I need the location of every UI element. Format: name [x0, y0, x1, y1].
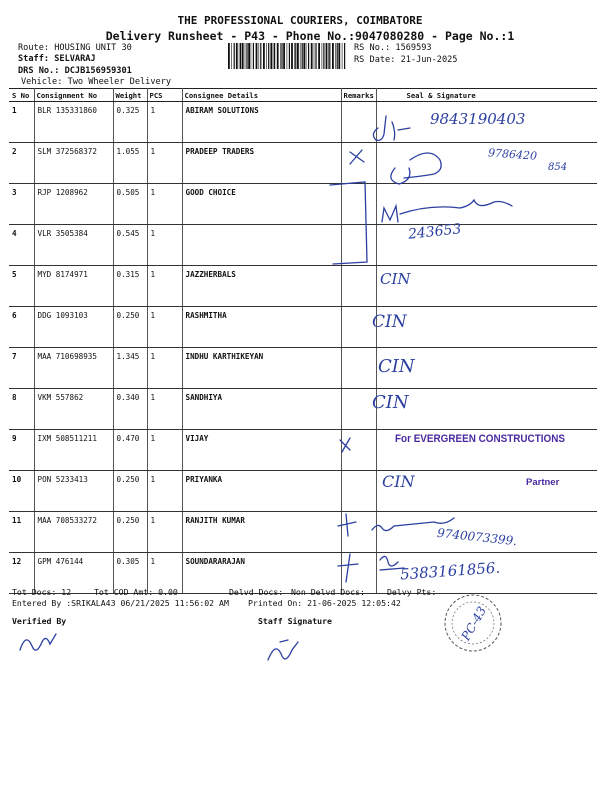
seal-handwritten-text: PC-43 — [458, 604, 490, 643]
row-weight: 1.055 — [113, 143, 147, 184]
row-pcs: 1 — [147, 102, 182, 143]
drs-number: DRS No.: DCJB156959301 — [18, 66, 132, 76]
row-pcs: 1 — [147, 430, 182, 471]
row-weight: 0.545 — [113, 225, 147, 266]
row-consignee: INDHU KARTHIKEYAN — [182, 348, 341, 389]
remark-mark-row11 — [338, 514, 356, 536]
row-weight: 0.305 — [113, 553, 147, 594]
row-consignment-no: VLR 3505384 — [34, 225, 113, 266]
handwritten-cin-row10: CIN — [382, 472, 415, 491]
staff-label: Staff: SELVARAJ — [18, 54, 96, 64]
handwritten-cin-row5: CIN — [380, 270, 411, 288]
row-consignment-no: MAA 708533272 — [34, 512, 113, 553]
row-pcs: 1 — [147, 225, 182, 266]
row-sno: 11 — [9, 512, 34, 553]
row-weight: 0.340 — [113, 389, 147, 430]
row-sno: 8 — [9, 389, 34, 430]
signature-row2 — [391, 153, 441, 184]
entered-by: Entered By :SRIKALA43 06/21/2025 11:56:02 AM — [12, 598, 229, 608]
bracket-rows-3-4 — [330, 182, 367, 264]
circular-seal-stamp — [442, 592, 504, 654]
row-weight: 0.325 — [113, 102, 147, 143]
handwritten-cin-row6: CIN — [372, 312, 407, 332]
row-consignee: SANDHIYA — [182, 389, 341, 430]
col-consignment: Consignment No — [34, 89, 113, 102]
handwritten-phone-row11: 9740073399. — [436, 525, 518, 549]
row-sno: 6 — [9, 307, 34, 348]
row-pcs: 1 — [147, 143, 182, 184]
row-weight: 0.250 — [113, 512, 147, 553]
row-sno: 12 — [9, 553, 34, 594]
non-delivered-docs: Non Delvd Docs: — [291, 587, 365, 597]
row-consignment-no: DDG 1093103 — [34, 307, 113, 348]
row-consignment-no: MYD 8174971 — [34, 266, 113, 307]
row-consignee: PRADEEP TRADERS — [182, 143, 341, 184]
delivery-points: Delvy Pts: — [387, 587, 437, 597]
row-pcs: 1 — [147, 184, 182, 225]
row-weight: 0.505 — [113, 184, 147, 225]
col-remarks: Remarks — [341, 89, 376, 102]
row-consignment-no: IXM 508511211 — [34, 430, 113, 471]
company-title: THE PROFESSIONAL COURIERS, COIMBATORE — [177, 14, 423, 27]
delivered-docs: Delvd Docs: — [229, 587, 284, 597]
rs-date: RS Date: 21-Jun-2025 — [354, 55, 458, 65]
total-docs: Tot Docs: 12 — [12, 587, 72, 597]
row-sno: 3 — [9, 184, 34, 225]
col-consignee: Consignee Details — [182, 89, 341, 102]
verified-by-label: Verified By — [12, 616, 67, 626]
row-weight: 1.345 — [113, 348, 147, 389]
staff-signature-label: Staff Signature — [258, 616, 332, 626]
row-consignee: RASHMITHA — [182, 307, 341, 348]
remark-x-row9 — [340, 438, 350, 452]
remark-mark-row12 — [338, 554, 358, 582]
company-stamp-text: For EVERGREEN CONSTRUCTIONS — [395, 433, 565, 445]
route-label: Route: HOUSING UNIT 30 — [18, 43, 132, 53]
col-sno: S No — [9, 89, 34, 102]
row-pcs: 1 — [147, 307, 182, 348]
row-consignment-no: RJP 1208962 — [34, 184, 113, 225]
handwritten-cin-row7: CIN — [378, 356, 415, 377]
handwritten-phone-row12: 5383161856. — [399, 558, 501, 584]
handwritten-phone-rows-3-4: 243653 — [407, 221, 463, 243]
row-consignee: PRIYANKA — [182, 471, 341, 512]
row-pcs: 1 — [147, 512, 182, 553]
row-sno: 10 — [9, 471, 34, 512]
row-consignment-no: VKM 557862 — [34, 389, 113, 430]
row-consignee: ABIRAM SOLUTIONS — [182, 102, 341, 143]
remark-x-row2 — [350, 150, 364, 164]
printed-on: Printed On: 21-06-2025 12:05:42 — [248, 598, 401, 608]
rs-number: RS No.: 1569593 — [354, 43, 432, 53]
runsheet-title: Delivery Runsheet - P43 - Phone No.:9047080280 - Page No.:1 — [105, 29, 515, 43]
row-pcs: 1 — [147, 471, 182, 512]
signature-row1 — [373, 116, 410, 140]
row-consignee: JAZZHERBALS — [182, 266, 341, 307]
row-weight: 0.470 — [113, 430, 147, 471]
handwritten-phone-row2: 9786420 — [487, 146, 538, 163]
row-consignment-no: MAA 710698935 — [34, 348, 113, 389]
row-consignment-no: PON 5233413 — [34, 471, 113, 512]
row-pcs: 1 — [147, 389, 182, 430]
row-weight: 0.250 — [113, 471, 147, 512]
col-pcs: PCS — [147, 89, 182, 102]
row-sno: 9 — [9, 430, 34, 471]
col-weight: Weight — [113, 89, 147, 102]
row-consignment-no: GPM 476144 — [34, 553, 113, 594]
total-cod-amount: Tot COD Amt: 0.00 — [94, 587, 178, 597]
staff-signature-mark — [268, 640, 298, 660]
row-weight: 0.315 — [113, 266, 147, 307]
row-pcs: 1 — [147, 348, 182, 389]
row-consignee: GOOD CHOICE — [182, 184, 341, 225]
signature-rows-3-4 — [382, 200, 512, 222]
handwritten-cin-row8: CIN — [372, 392, 409, 413]
row-sno: 2 — [9, 143, 34, 184]
verified-signature — [20, 634, 56, 650]
vehicle-label: Vehicle: Two Wheeler Delivery — [21, 77, 172, 87]
partner-stamp-text: Partner — [526, 477, 560, 488]
row-weight: 0.250 — [113, 307, 147, 348]
handwritten-extra-row2: 854 — [548, 162, 568, 173]
col-seal: Seal & Signature — [376, 89, 597, 102]
row-consignee: RANJITH KUMAR — [182, 512, 341, 553]
row-sno: 1 — [9, 102, 34, 143]
row-sno: 7 — [9, 348, 34, 389]
row-consignment-no: BLR 135331860 — [34, 102, 113, 143]
row-sno: 5 — [9, 266, 34, 307]
row-consignment-no: SLM 372568372 — [34, 143, 113, 184]
row-sno: 4 — [9, 225, 34, 266]
row-consignee: SOUNDARARAJAN — [182, 553, 341, 594]
row-pcs: 1 — [147, 553, 182, 594]
row-consignee: VIJAY — [182, 430, 341, 471]
handwritten-phone-row1: 9843190403 — [430, 110, 526, 128]
row-pcs: 1 — [147, 266, 182, 307]
